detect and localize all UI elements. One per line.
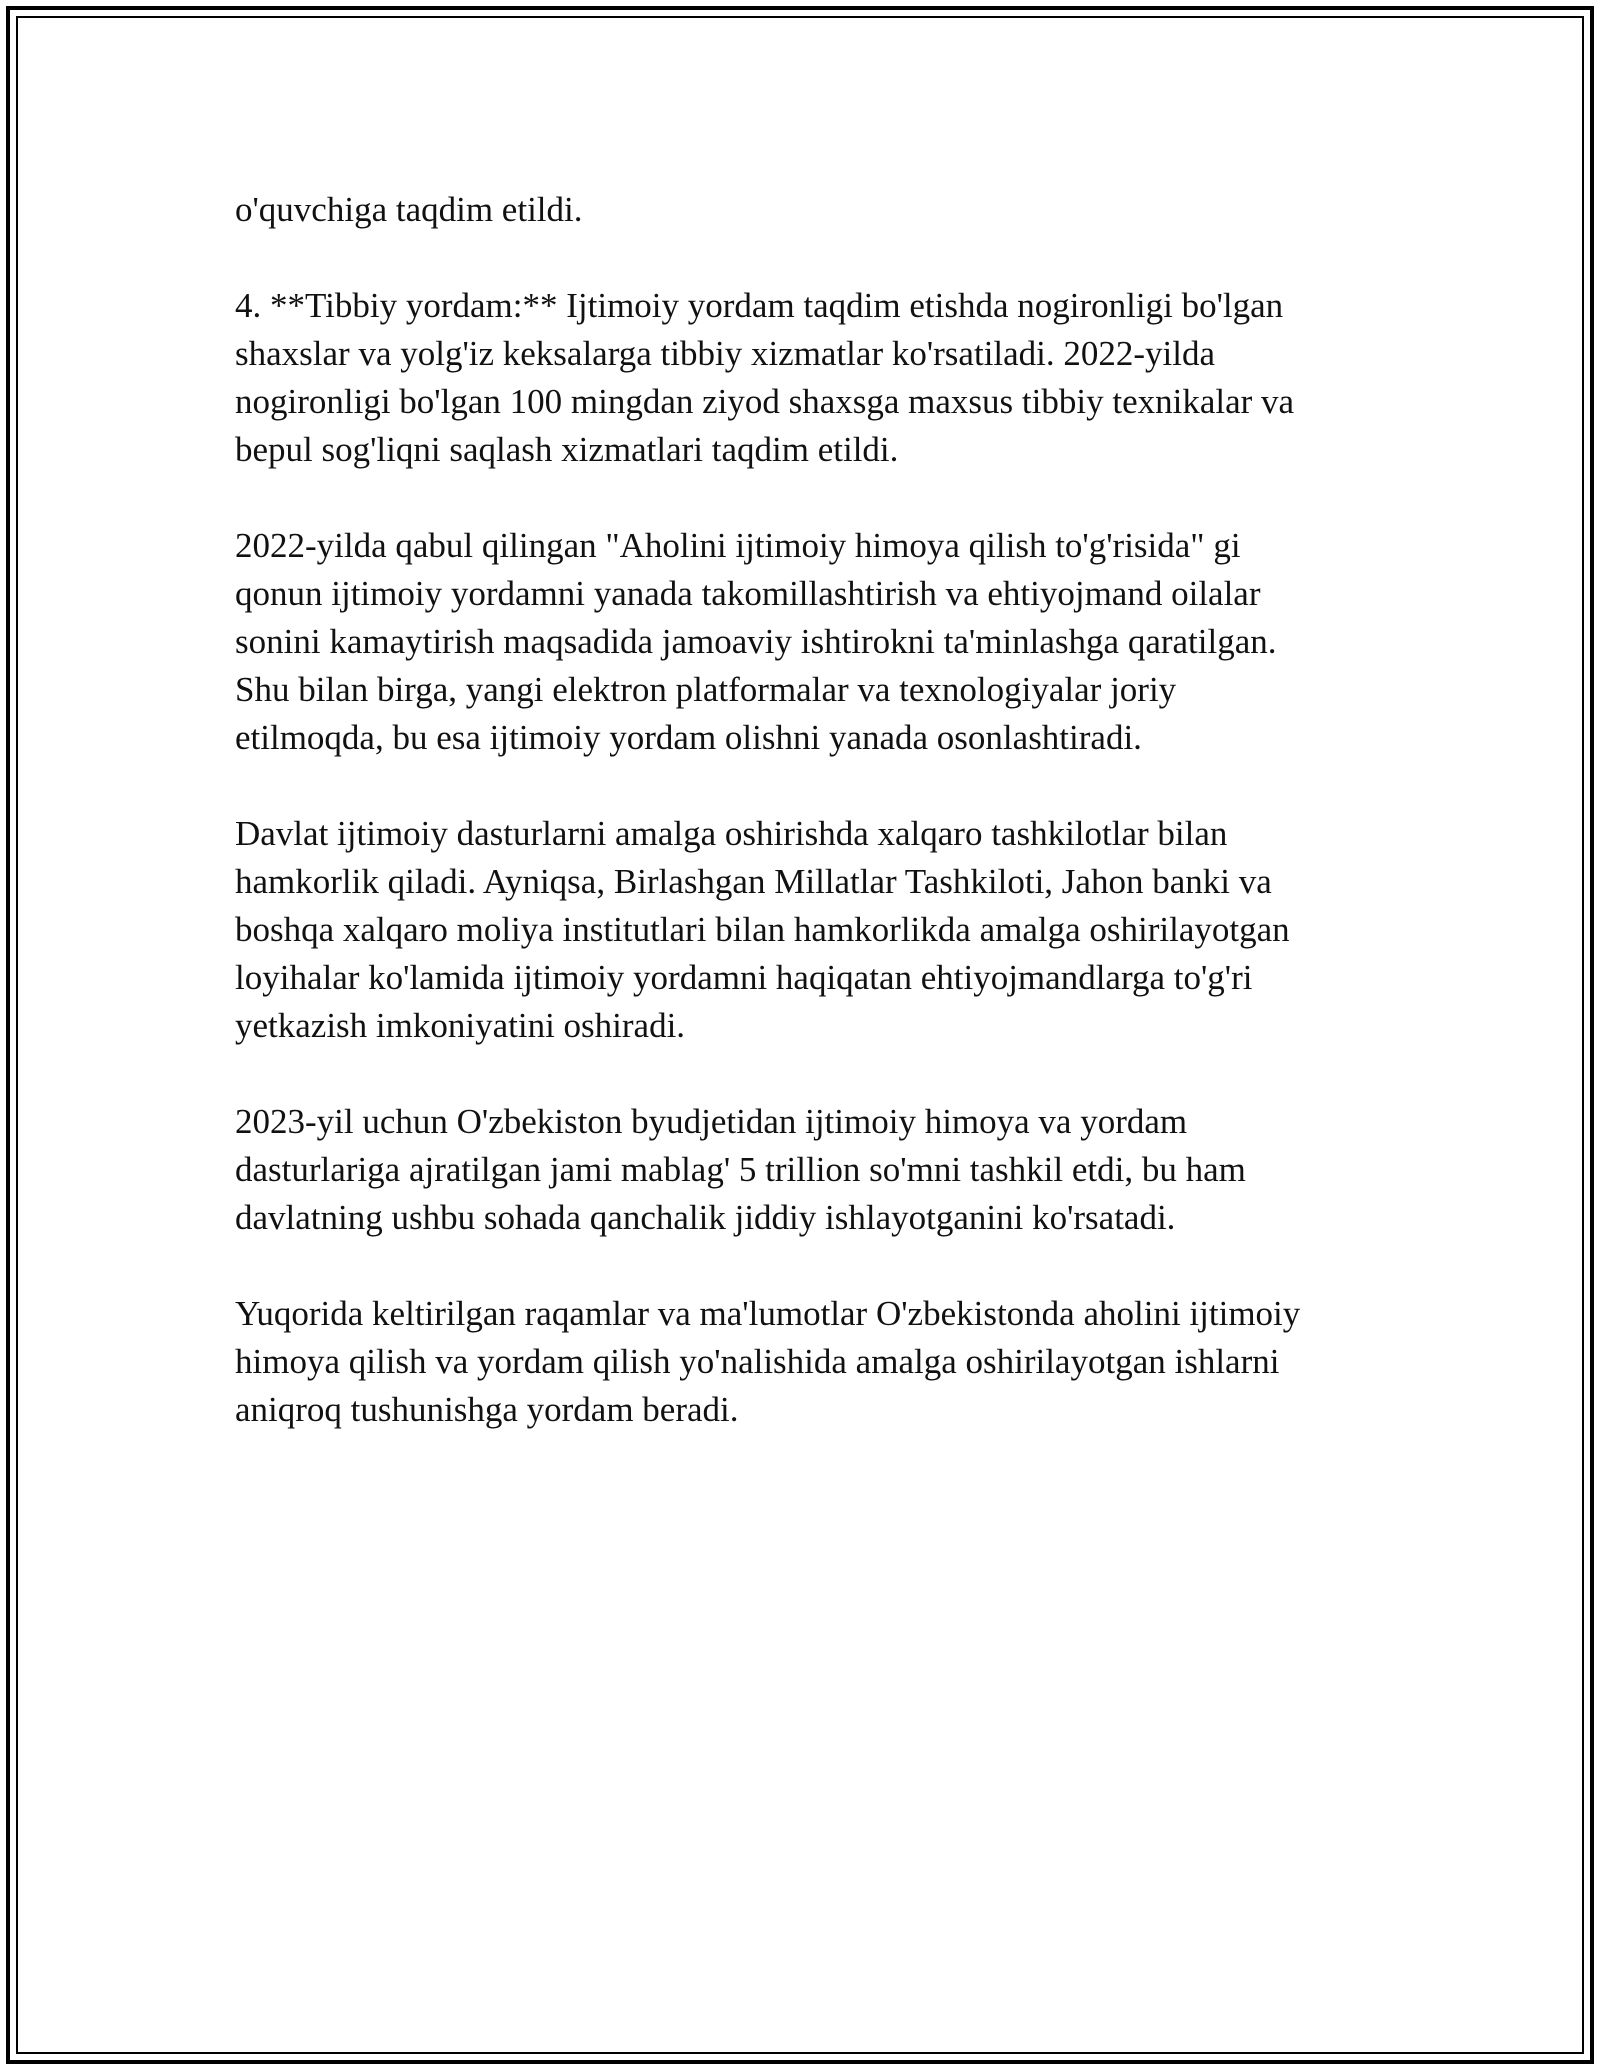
text-line: sonini kamaytirish maqsadida jamoaviy ishtirokni ta'minlashga qaratilgan. [235,622,1277,661]
text-line: Yuqorida keltirilgan raqamlar va ma'lumotlar O'zbekistonda aholini ijtimoiy [235,1294,1301,1333]
text-line: Shu bilan birga, yangi elektron platformalar va texnologiyalar joriy [235,670,1177,709]
document-body [235,186,1395,1482]
text-line: aniqroq tushunishga yordam beradi. [235,1390,739,1429]
paragraph-law-2022 [235,522,1395,762]
text-line: himoya qilish va yordam qilish yo'nalishida amalga oshirilayotgan ishlarni [235,1342,1280,1381]
paragraph-continuation [235,186,1395,234]
text-line: o'quvchiga taqdim etildi. [235,190,583,229]
text-line: 4. **Tibbiy yordam:** Ijtimoiy yordam taqdim etishda nogironligi bo'lgan [235,286,1284,325]
text-line: shaxslar va yolg'iz keksalarga tibbiy xizmatlar ko'rsatiladi. 2022-yilda [235,334,1216,373]
text-line: yetkazish imkoniyatini oshiradi. [235,1006,686,1045]
text-line: 2023-yil uchun O'zbekiston byudjetidan ijtimoiy himoya va yordam [235,1102,1188,1141]
text-line: bepul sog'liqni saqlash xizmatlari taqdim etildi. [235,430,899,469]
text-line: hamkorlik qiladi. Ayniqsa, Birlashgan Millatlar Tashkiloti, Jahon banki va [235,862,1272,901]
text-line: dasturlariga ajratilgan jami mablag' 5 trillion so'mni tashkil etdi, bu ham [235,1150,1246,1189]
text-line: etilmoqda, bu esa ijtimoiy yordam olishni yanada osonlashtiradi. [235,718,1142,757]
text-line: qonun ijtimoiy yordamni yanada takomillashtirish va ehtiyojmand oilalar [235,574,1261,613]
text-line: nogironligi bo'lgan 100 mingdan ziyod shaxsga maxsus tibbiy texnikalar va [235,382,1295,421]
text-line: boshqa xalqaro moliya institutlari bilan hamkorlikda amalga oshirilayotgan [235,910,1290,949]
text-line: Davlat ijtimoiy dasturlarni amalga oshirishda xalqaro tashkilotlar bilan [235,814,1228,853]
paragraph-conclusion [235,1290,1395,1434]
paragraph-budget-2023 [235,1098,1395,1242]
paragraph-international-cooperation [235,810,1395,1050]
text-line: 2022-yilda qabul qilingan "Aholini ijtimoiy himoya qilish to'g'risida" gi [235,526,1241,565]
text-line: loyihalar ko'lamida ijtimoiy yordamni haqiqatan ehtiyojmandlarga to'g'ri [235,958,1253,997]
paragraph-medical-help [235,282,1395,474]
text-line: davlatning ushbu sohada qanchalik jiddiy ishlayotganini ko'rsatadi. [235,1198,1176,1237]
